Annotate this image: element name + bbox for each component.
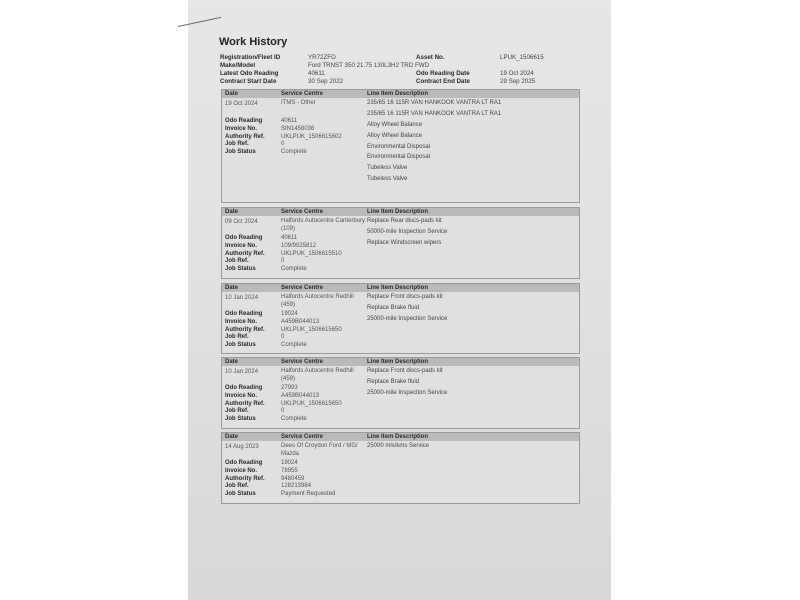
line-item: Tubeless Valve (367, 176, 408, 183)
invoice-value: 78955 (281, 467, 298, 474)
date-header: Date (225, 434, 239, 440)
line-item: 25000-mile Inspection Service (367, 315, 448, 322)
service-record (221, 89, 580, 203)
date-header: Date (225, 91, 239, 97)
job-status-label: Job Status (225, 416, 256, 423)
line-item: 25000 mls/kms Service (367, 443, 430, 449)
odo-value: 27993 (281, 385, 298, 391)
record-header (222, 284, 579, 292)
job-status-label: Job Status (225, 342, 256, 349)
authority-label: Authority Ref. (225, 475, 265, 482)
record-centre: Halfords Autocentre Redhill (459) (281, 368, 354, 382)
job-ref-value: 128213984 (281, 483, 312, 490)
centre-header: Service Centre (281, 285, 324, 291)
line-item: Replace Rear discs-pads kit (367, 218, 442, 224)
record-header (222, 358, 579, 366)
line-item: Replace Front discs-pads kit (367, 294, 443, 300)
authority-label: Authority Ref. (225, 133, 265, 140)
invoice-label: Invoice No. (225, 125, 258, 132)
record-centre: ITMS - Other (281, 100, 316, 106)
line-item: Replace Front discs-pads kit (367, 368, 443, 374)
record-header (222, 208, 579, 216)
odo-label: Odo Reading (225, 311, 263, 317)
page-title: Work History (219, 36, 288, 48)
line-item: Tubeless Valve (367, 165, 408, 172)
job-ref-label: Job Ref. (225, 141, 249, 148)
centre-header: Service Centre (281, 209, 324, 215)
line-item-header: Line Item Description (367, 359, 429, 365)
authority-label: Authority Ref. (225, 400, 265, 407)
job-status-value: Complete (281, 342, 307, 349)
invoice-label: Invoice No. (225, 318, 258, 325)
record-date: 10 Jan 2024 (225, 295, 259, 301)
service-record (221, 432, 580, 504)
centre-header: Service Centre (281, 91, 324, 97)
centre-header: Service Centre (281, 359, 324, 365)
line-item: 235/65 16 115R VAN HANKOOK VANTRA LT RA1 (367, 100, 502, 106)
odo-label: Odo Reading (225, 118, 263, 124)
contract-start-value: 30 Sep 2022 (308, 78, 344, 85)
line-item-header: Line Item Description (367, 285, 429, 291)
job-status-value: Complete (281, 266, 307, 273)
record-centre: Halfords Autocentre Redhill (459) (281, 294, 354, 308)
invoice-label: Invoice No. (225, 392, 258, 399)
contract-end-label: Contract End Date (416, 78, 470, 85)
registration-label: Registration/Fleet ID (220, 54, 281, 61)
job-status-label: Job Status (225, 266, 256, 273)
record-header (222, 90, 579, 98)
authority-value: UKLPUK_1506615602 (281, 133, 342, 140)
invoice-value: 109/9025812 (281, 242, 317, 249)
line-item: Replace Brake fluid (367, 378, 420, 385)
record-date: 09 Oct 2024 (225, 219, 258, 225)
job-status-value: Payment Requested (281, 491, 336, 498)
contract-end-value: 29 Sep 2025 (500, 78, 536, 85)
job-status-label: Job Status (225, 149, 256, 156)
authority-value: UKLPUK_1506615650 (281, 326, 342, 333)
asset-label: Asset No. (416, 54, 445, 61)
job-status-value: Complete (281, 149, 307, 156)
job-ref-value: 0 (281, 141, 285, 148)
odo-date-label: Odo Reading Date (416, 70, 470, 77)
line-item: Replace Windscreen wipers (367, 239, 442, 246)
service-record (221, 283, 580, 354)
job-ref-label: Job Ref. (225, 408, 249, 415)
record-header (222, 433, 579, 441)
odo-value: 40611 (281, 118, 298, 124)
date-header: Date (225, 359, 239, 365)
line-item-header: Line Item Description (367, 91, 429, 97)
odo-label: Odo Reading (225, 460, 263, 466)
line-items (367, 294, 579, 350)
job-ref-value: 0 (281, 258, 285, 265)
job-ref-label: Job Ref. (225, 334, 249, 341)
job-ref-value: 0 (281, 334, 285, 341)
authority-value: UKLPUK_1506615650 (281, 400, 342, 407)
line-item: Replace Brake fluid (367, 304, 420, 311)
make-value: Ford TRNST 350 21.75 130L3H2 TRD FWD (308, 62, 430, 69)
record-centre: Dees Of Croydon Ford / MG/ Mazda (281, 443, 358, 457)
authority-label: Authority Ref. (225, 250, 265, 257)
invoice-value: A459B044013 (281, 392, 320, 399)
line-item: 25000-mile Inspection Service (367, 389, 448, 396)
line-item: Environmental Disposal (367, 143, 431, 150)
line-items (367, 100, 579, 187)
record-centre: Halfords Autocentre Canterbury (109) (281, 218, 366, 232)
line-item: Alloy Wheel Balance (367, 132, 423, 139)
line-items (367, 368, 579, 424)
job-ref-label: Job Ref. (225, 483, 249, 490)
centre-header: Service Centre (281, 434, 324, 440)
authority-value: 9480459 (281, 475, 305, 482)
job-ref-value: 0 (281, 408, 285, 415)
odo-date-value: 19 Oct 2024 (500, 70, 534, 77)
invoice-value: SIN1458036 (281, 125, 315, 132)
odo-value: 40611 (281, 235, 298, 241)
authority-label: Authority Ref. (225, 326, 265, 333)
vehicle-summary (220, 54, 580, 86)
date-header: Date (225, 285, 239, 291)
job-status-value: Complete (281, 416, 307, 423)
invoice-label: Invoice No. (225, 467, 258, 474)
odo-label: Odo Reading (225, 235, 263, 241)
job-status-label: Job Status (225, 491, 256, 498)
service-record (221, 207, 580, 279)
job-ref-label: Job Ref. (225, 258, 249, 265)
registration-value: YR72ZFO (308, 54, 336, 61)
line-item: Alloy Wheel Balance (367, 121, 423, 128)
authority-value: UKLPUK_1506615510 (281, 250, 342, 257)
record-date: 10 Jan 2024 (225, 369, 259, 375)
invoice-value: A459B044013 (281, 318, 320, 325)
make-label: Make/Model (220, 62, 256, 69)
record-date: 14 Aug 2023 (225, 444, 259, 450)
odo-label: Odo Reading (225, 385, 263, 391)
line-item: 235/65 16 115R VAN HANKOOK VANTRA LT RA1 (367, 110, 502, 117)
invoice-label: Invoice No. (225, 242, 258, 249)
contract-start-label: Contract Start Date (220, 78, 277, 85)
record-date: 19 Oct 2024 (225, 101, 258, 107)
odo-value: 19024 (281, 311, 298, 317)
line-item-header: Line Item Description (367, 209, 429, 215)
line-items (367, 443, 579, 499)
line-item-header: Line Item Description (367, 434, 429, 440)
line-items (367, 218, 579, 274)
date-header: Date (225, 209, 239, 215)
odo-value: 19024 (281, 460, 298, 466)
latest-odo-label: Latest Odo Reading (220, 70, 279, 77)
line-item: 50000-mile Inspection Service (367, 228, 448, 235)
asset-value: LPUK_1506615 (500, 54, 544, 61)
line-item: Environmental Disposal (367, 154, 431, 161)
service-record (221, 357, 580, 429)
latest-odo-value: 40611 (308, 70, 325, 77)
